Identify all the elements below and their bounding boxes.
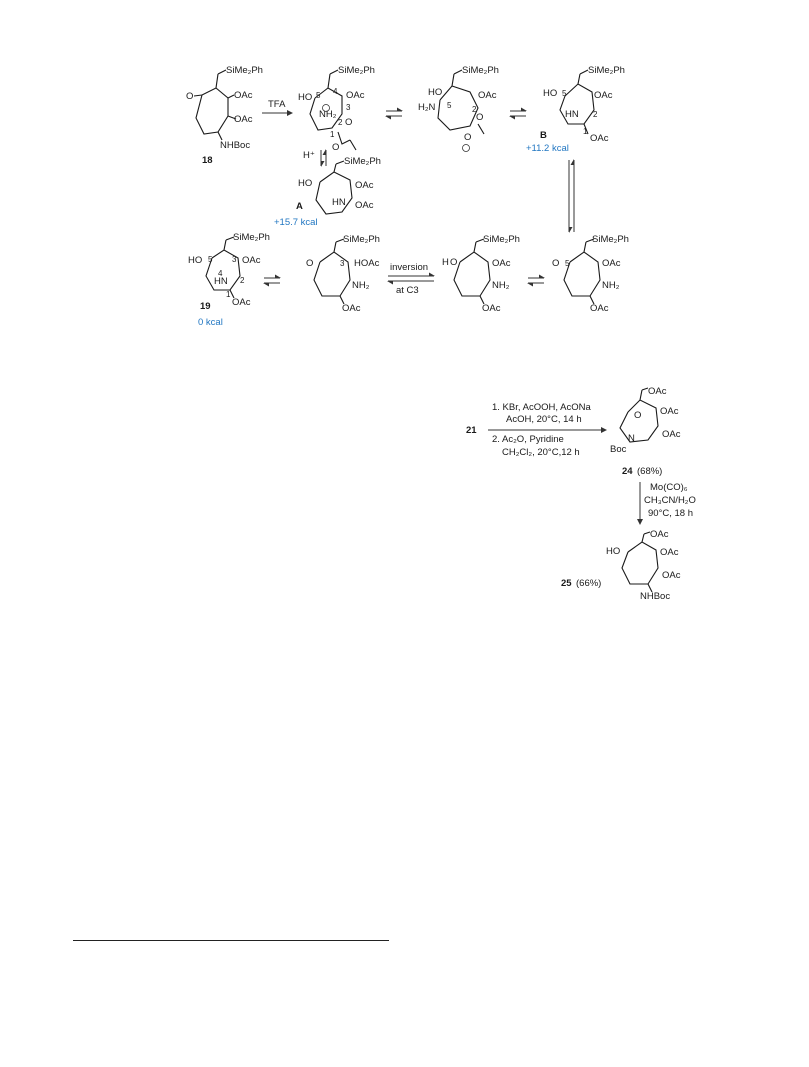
tfa-label: TFA xyxy=(268,99,286,110)
oac-A2: OAc xyxy=(355,200,374,211)
inversion-label: inversion xyxy=(390,262,429,273)
svg-text:1: 1 xyxy=(330,130,335,139)
ho-i1: HO xyxy=(298,92,313,103)
compound-19 xyxy=(188,232,270,328)
sime2ph-19: SiMe₂Ph xyxy=(233,232,270,243)
oac-e2b: OAc xyxy=(482,303,501,314)
svg-text:4: 4 xyxy=(333,87,338,96)
sime2ph-A: SiMe₂Ph xyxy=(344,156,381,167)
yield-24: (68%) xyxy=(637,466,663,477)
o-e2: O xyxy=(450,257,458,268)
oac-B2: OAc xyxy=(590,133,609,144)
equilibrium-arrow-4 xyxy=(528,278,544,283)
svg-text:3: 3 xyxy=(340,259,345,268)
svg-text:O: O xyxy=(332,142,340,153)
hoac-e1: HOAc xyxy=(354,258,380,269)
oac-18a: OAc xyxy=(234,90,253,101)
svg-text:1: 1 xyxy=(226,290,231,299)
label-19: 19 xyxy=(200,301,211,312)
svg-text:2: 2 xyxy=(338,118,343,127)
label-25: 25 xyxy=(561,578,572,589)
svg-text:2: 2 xyxy=(240,276,245,285)
scheme-2 xyxy=(466,386,696,602)
o-k: O xyxy=(552,258,560,269)
equilibrium-arrow-3 xyxy=(264,278,280,283)
oac-A1: OAc xyxy=(355,180,374,191)
svg-text:5: 5 xyxy=(447,101,452,110)
label-21: 21 xyxy=(466,425,477,436)
ketone-intermediate xyxy=(552,234,629,314)
oac-i1: OAc xyxy=(346,90,365,101)
compound-B xyxy=(526,65,625,154)
energy-A: +15.7 kcal xyxy=(274,217,318,228)
nh2-e2: NH₂ xyxy=(492,280,510,291)
inversion-equilibrium xyxy=(388,262,434,296)
oac-18b: OAc xyxy=(234,114,253,125)
ho-A: HO xyxy=(298,178,313,189)
step1-line2: AcOH, 20°C, 14 h xyxy=(506,414,582,425)
energy-19: 0 kcal xyxy=(198,317,223,328)
oac-B1: OAc xyxy=(594,90,613,101)
step1-line1: 1. KBr, AcOOH, AcONa xyxy=(492,402,591,413)
oac-19a: OAc xyxy=(242,255,261,266)
compound-25 xyxy=(561,529,681,602)
svg-text:2: 2 xyxy=(593,110,598,119)
oac-24a: OAc xyxy=(648,386,667,397)
sime2ph-B: SiMe₂Ph xyxy=(588,65,625,76)
compound-24 xyxy=(610,386,681,477)
compound-A xyxy=(274,156,381,228)
sime2ph-e2: SiMe₂Ph xyxy=(483,234,520,245)
ho-25: HO xyxy=(606,546,621,557)
step3-line3: 90°C, 18 h xyxy=(648,508,693,519)
svg-text:1: 1 xyxy=(583,127,588,136)
sime2ph-k: SiMe₂Ph xyxy=(592,234,629,245)
svg-text:O: O xyxy=(464,132,472,143)
oac-25b: OAc xyxy=(660,547,679,558)
oac-e1: OAc xyxy=(342,303,361,314)
oac-24c: OAc xyxy=(662,429,681,440)
n-24: N xyxy=(628,433,635,444)
vertical-equilibrium-right xyxy=(569,160,574,232)
svg-text:O: O xyxy=(476,112,484,123)
sime2ph-i1: SiMe₂Ph xyxy=(338,65,375,76)
svg-text:3: 3 xyxy=(346,103,351,112)
svg-text:5: 5 xyxy=(565,259,570,268)
o-e1: O xyxy=(306,258,314,269)
oac-e2a: OAc xyxy=(492,258,511,269)
oac-25c: OAc xyxy=(662,570,681,581)
nh2-e1: NH₂ xyxy=(352,280,370,291)
nhboc-18: NHBoc xyxy=(220,140,251,151)
hn-19: HN xyxy=(214,276,228,287)
hn-B: HN xyxy=(565,109,579,120)
enol-intermediate xyxy=(442,234,520,314)
ho-19: HO xyxy=(188,255,203,266)
svg-text:4: 4 xyxy=(218,269,223,278)
equilibrium-arrow-2 xyxy=(510,111,526,116)
ketone-o: O xyxy=(186,91,194,102)
step3-line1: Mo(CO)₆ xyxy=(650,482,688,493)
ho-B: HO xyxy=(543,88,558,99)
boc-24: Boc xyxy=(610,444,627,455)
step2-line2: CH₂Cl₂, 20°C,12 h xyxy=(502,447,580,458)
svg-text:2: 2 xyxy=(472,105,477,114)
oac-25a: OAc xyxy=(650,529,669,540)
at-c3-label: at C3 xyxy=(396,285,419,296)
svg-text:5: 5 xyxy=(208,255,213,264)
yield-25: (66%) xyxy=(576,578,602,589)
intermediate-1 xyxy=(298,65,375,153)
intermediate-2 xyxy=(418,65,499,152)
o-bridge-24: O xyxy=(634,410,642,421)
sime2ph-e1: SiMe₂Ph xyxy=(343,234,380,245)
oac-i2: OAc xyxy=(478,90,497,101)
nhboc-25: NHBoc xyxy=(640,591,671,602)
label-A: A xyxy=(296,201,303,212)
nh2-k: NH₂ xyxy=(602,280,620,291)
hplus-equilibrium xyxy=(303,150,326,166)
energy-B: +11.2 kcal xyxy=(526,143,569,154)
sime2ph-i2: SiMe₂Ph xyxy=(462,65,499,76)
svg-text:5: 5 xyxy=(316,91,321,100)
h2n-i2: H₂N xyxy=(418,102,436,113)
ho-i2: HO xyxy=(428,87,443,98)
oac-24b: OAc xyxy=(660,406,679,417)
svg-text:5: 5 xyxy=(562,89,567,98)
oac-19b: OAc xyxy=(232,297,251,308)
nh2-i1: NH₂ xyxy=(319,109,337,120)
h-e2: H xyxy=(442,257,449,268)
hplus-label: H⁺ xyxy=(303,150,315,161)
compound-18 xyxy=(186,65,263,166)
sime2ph-18: SiMe₂Ph xyxy=(226,65,263,76)
footnote-rule xyxy=(73,940,389,941)
svg-text:3: 3 xyxy=(232,255,237,264)
tfa-arrow xyxy=(262,99,292,113)
step2-line1: 2. Ac₂O, Pyridine xyxy=(492,434,564,445)
nh-A: HN xyxy=(332,197,346,208)
label-B: B xyxy=(540,130,547,141)
step3-line2: CH₃CN/H₂O xyxy=(644,495,696,506)
oac-ka: OAc xyxy=(602,258,621,269)
label-18: 18 xyxy=(202,155,213,166)
enone-intermediate xyxy=(306,234,380,314)
equilibrium-arrow-1 xyxy=(386,111,402,116)
label-24: 24 xyxy=(622,466,633,477)
oac-kb: OAc xyxy=(590,303,609,314)
svg-text:O: O xyxy=(345,117,353,128)
